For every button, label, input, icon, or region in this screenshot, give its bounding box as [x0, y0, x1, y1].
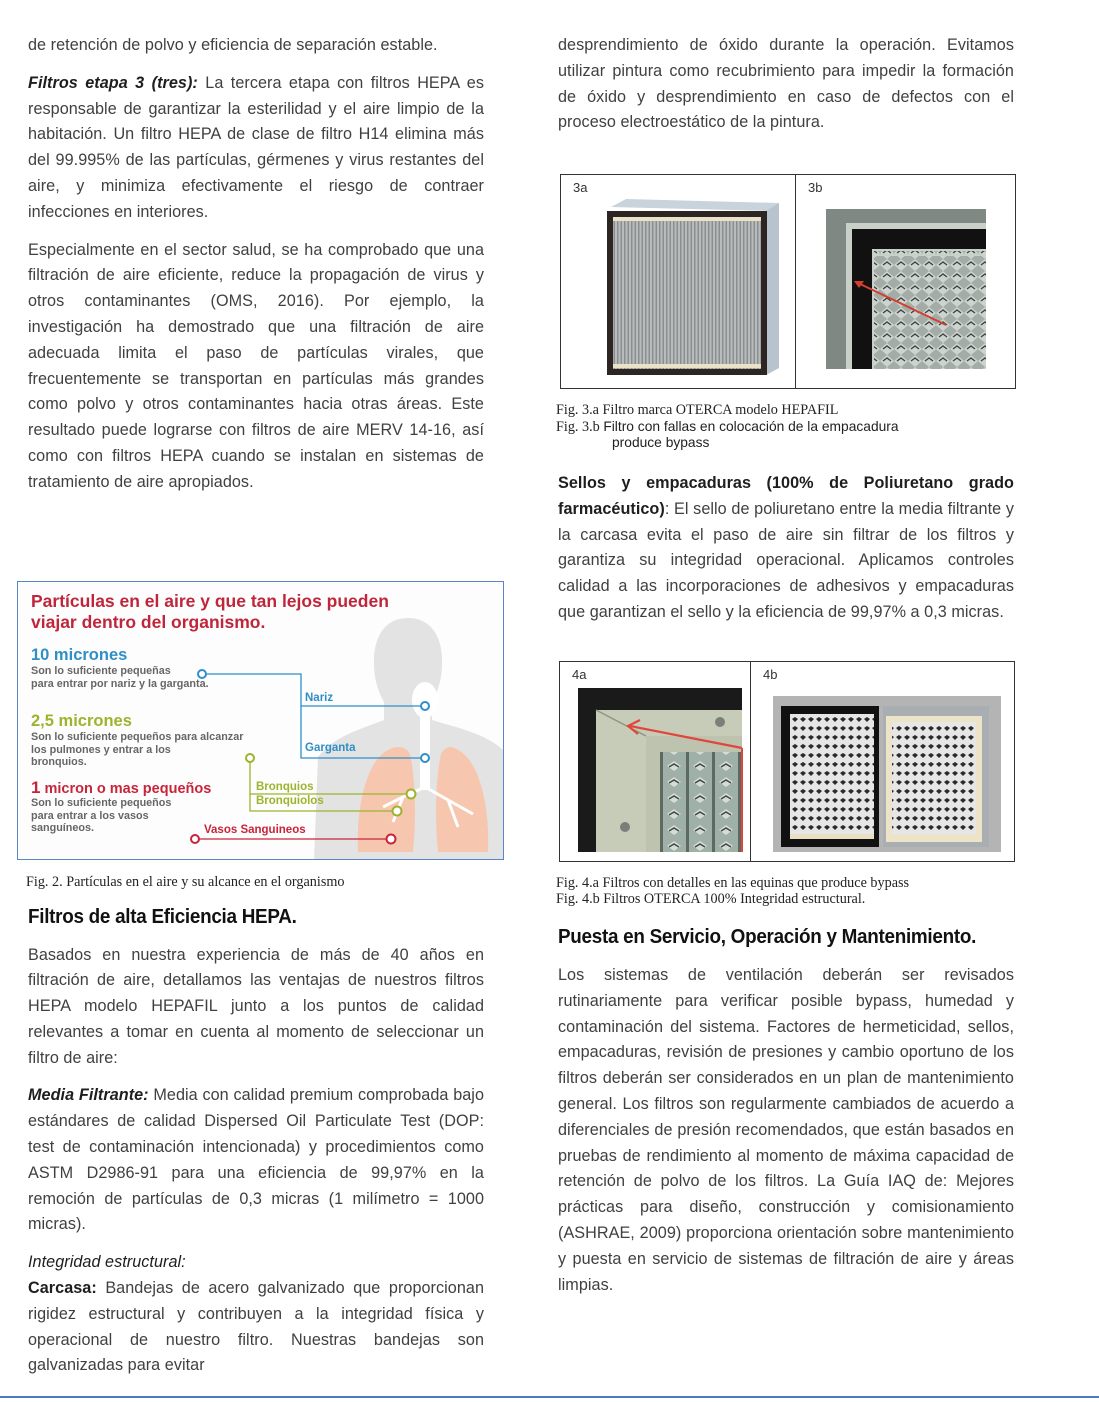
label-bronquiolos: Bronquiolos	[256, 795, 324, 807]
left-column-bottom	[28, 875, 484, 1391]
heading-10-microns: 10 micrones	[31, 646, 128, 664]
figure-3	[560, 174, 1016, 389]
filter-media-lead: Media Filtrante:	[28, 1086, 149, 1105]
fig4b-caption: Fig. 4.b Filtros OTERCA 100% Integridad estructural.	[556, 890, 866, 907]
desc-2-5-line1: Son lo suficiente pequeños para alcanzar	[31, 731, 244, 743]
paragraph-seals	[558, 471, 1014, 626]
figure-4a-cell	[560, 662, 750, 861]
fig3b-prefix: Fig. 3.b	[556, 418, 604, 435]
faulty-gasket-image	[796, 175, 1016, 388]
heading-2-5-microns: 2,5 micrones	[31, 712, 132, 730]
paragraph-dust-retention: de retención de polvo y eficiencia de separación estable.	[28, 36, 438, 54]
right-column-maintenance	[558, 925, 1014, 1310]
oterca-filters-image	[751, 662, 1015, 861]
integrity-heading-text: Integridad estructural:	[28, 1253, 186, 1272]
section-title-hepa: Filtros de alta Eficiencia HEPA.	[28, 904, 297, 928]
paragraph-housing	[28, 1276, 484, 1379]
infographic-title-line2: viajar dentro del organismo.	[31, 612, 266, 632]
section-title-service: Puesta en Servicio, Operación y Mantenimiento.	[558, 925, 977, 948]
label-vasos-sanguineos: Vasos Sanguineos	[204, 824, 306, 836]
paragraph-oxide: desprendimiento de óxido durante la operación. Evitamos utilizar pintura como recubrimiento para impedir la formación de óxido y desprendimiento en caso de defectos con el proceso electroestático de la pintura.	[558, 36, 1014, 132]
label-bronquios: Bronquios	[256, 781, 314, 793]
housing-lead: Carcasa:	[28, 1279, 97, 1298]
hepa-filter-image	[561, 175, 795, 388]
fig3a-caption: Fig. 3.a Filtro marca OTERCA modelo HEPAFIL	[556, 402, 839, 418]
fig4a-caption: Fig. 4.a Filtros con detalles en las equinas que produce bypass	[556, 875, 910, 891]
footer-rule	[0, 1396, 1099, 1398]
paragraph-health-sector: Especialmente en el sector salud, se ha comprobado que una filtración de aire eficiente, reduce la propagación de virus y otros contaminantes (OMS, 2016). Por ejemplo, la investigación ha demostrado que una filtración de aire adecuada limita el paso de partículas virales, que frecuentemente se transportan en partículas más grandes como polvo y otros contaminantes hacia otras áreas. Este resultado puede lograrse con filtros de aire MERV 14-16, así como con filtros HEPA cuando se instalan en sistemas de tratamiento de aire apropiados.	[28, 240, 484, 491]
fig2-caption: Fig. 2. Partículas en el aire y su alcance en el organismo	[26, 874, 345, 890]
infographic-title	[31, 591, 389, 633]
heading-1-micron	[31, 778, 211, 798]
stage3-lead: Filtros etapa 3 (tres):	[28, 73, 198, 92]
fig3b-caption	[556, 419, 1016, 436]
fig3b-caption-cont: produce bypass	[612, 435, 710, 450]
heading-1-micron-text: micron o mas pequeños	[44, 781, 212, 797]
integrity-heading	[28, 1250, 484, 1276]
figure-4b-tag: 4b	[763, 667, 778, 682]
heading-1-micron-number: 1	[31, 778, 41, 797]
infographic-title-line1: Partículas en el aire y que tan lejos pueden	[31, 591, 389, 611]
desc-2-5-line2: los pulmones y entrar a los	[31, 743, 171, 756]
desc-2-5-microns	[31, 731, 243, 769]
right-column-top	[558, 33, 1014, 148]
seals-lead: Sellos y empacaduras (100% de Poliuretano grado farmacéutico)	[558, 474, 1014, 518]
paragraph-experience: Basados en nuestra experiencia de más de 40 años en filtración de aire, detallamos las ventajas de nuestros filtros HEPA modelo HEPAFIL junto a los puntos de calidad relevantes a tomar en cuenta al momento de seleccionar un filtro de aire:	[28, 945, 484, 1067]
figure-3a-cell	[561, 175, 795, 388]
seals-text: : El sello de poliuretano entre la media filtrante y la carcasa evita el paso de aire sin filtrar de los filtros y garantiza su integridad operacional. Aplicamos controles calidad a las incorporaciones de adhesivos y empacaduras que garantizan el sello y la eficiencia de 99,97% a 0,3 micras.	[558, 499, 1014, 621]
figure-4	[559, 661, 1015, 862]
filter-media-text: Media con calidad premium comprobada bajo estándares de calidad Dispersed Oil Particulate Test (DOP: test de contaminación intencionada) y procedimientos como ASTM D2986-91 para una eficiencia de 99,97% en la remoción de partículas de 0,3 micras (1 milímetro = 1000 micras).	[28, 1086, 484, 1234]
label-nariz: Nariz	[305, 692, 334, 704]
left-column-top	[28, 33, 484, 508]
figure-4a-tag: 4a	[572, 667, 587, 682]
figure-4b-cell	[750, 662, 1014, 861]
housing-text: Bandejas de acero galvanizado que proporcionan rigidez estructural y contribuyen a la integridad física y operacional de nuestro filtro. Nuestras bandejas son galvanizadas para evitar	[28, 1279, 484, 1375]
desc-1-micron	[31, 797, 171, 835]
label-garganta: Garganta	[305, 742, 356, 754]
corner-defect-image	[560, 662, 750, 861]
fig3b-text: Filtro con fallas en colocación de la empacadura	[603, 418, 899, 434]
particles-infographic	[17, 581, 504, 860]
figure-3b-cell	[795, 175, 1015, 388]
paragraph-maintenance: Los sistemas de ventilación deberán ser revisados rutinariamente para verificar posible bypass, humedad y contaminación del sistema. Factores de hermeticidad, sellos, empacaduras, revisión de presiones y cambio oportuno de los filtros deberán ser considerados en un plan de mantenimiento general. Los filtros son regularmente cambiados de acuerdo a diferenciales de presión recomendados, que están basados en pruebas de rendimiento al momento de máxima capacidad de retención de polvo de los filtros. La Guía IAQ de: Mejores prácticas para diseño, construcción y comisionamiento (ASHRAE, 2009) proporciona orientación sobre mantenimiento y puesta en servicio de sistemas de filtración de aire y áreas limpias.	[558, 966, 1014, 1294]
paragraph-stage3-filters	[28, 71, 484, 226]
desc-10-line2: para entrar por nariz y la garganta.	[31, 677, 209, 690]
desc-1-line3: sanguíneos.	[31, 822, 94, 834]
desc-2-5-line3: bronquios.	[31, 756, 87, 768]
paragraph-filter-media	[28, 1083, 484, 1238]
fig3-captions	[556, 403, 1016, 451]
stage3-text: La tercera etapa con filtros HEPA es responsable de garantizar la esterilidad y el aire limpio de la habitación. Un filtro HEPA de clase de filtro H14 elimina más del 99.995% de las partículas, gérmenes y virus restantes del aire, y minimiza efectivamente el riesgo de contraer infecciones en interiores.	[28, 73, 484, 221]
right-column-seals	[558, 471, 1014, 638]
desc-1-line1: Son lo suficiente pequeños	[31, 797, 172, 809]
figure-3a-tag: 3a	[573, 180, 588, 195]
desc-1-line2: para entrar a los vasos	[31, 809, 149, 822]
fig4-captions	[556, 876, 1016, 907]
desc-10-line1: Son lo suficiente pequeñas	[31, 665, 171, 677]
figure-3b-tag: 3b	[808, 180, 823, 195]
desc-10-microns	[31, 665, 209, 690]
